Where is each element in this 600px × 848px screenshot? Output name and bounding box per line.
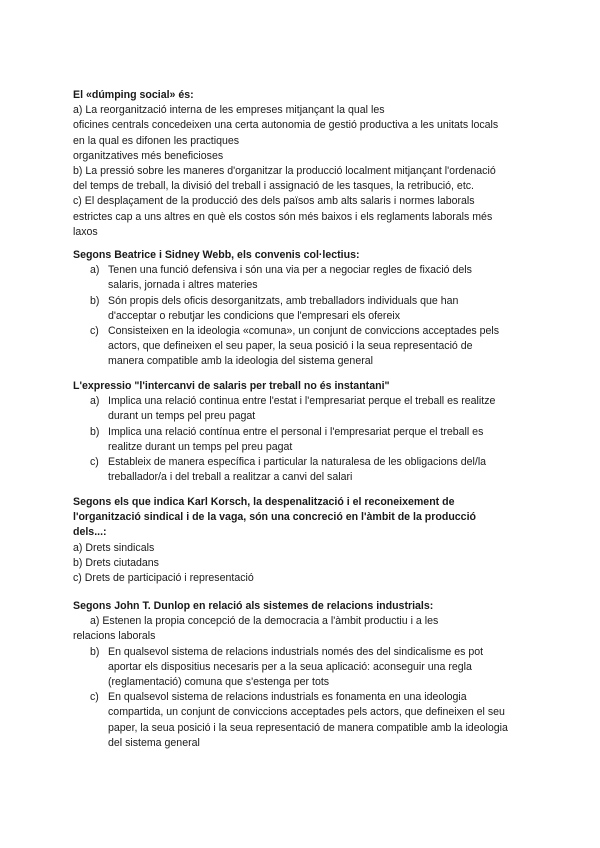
answer-line: organitzatives més beneficioses	[73, 149, 224, 162]
answer-option-a	[73, 394, 523, 424]
option-text: d'acceptar o rebutjar les condicions que l'empresari els ofereix	[108, 309, 400, 322]
answer-line: a) La reorganització interna de les empreses mitjançant la qual les	[73, 104, 385, 117]
answer-option-c	[73, 324, 523, 370]
option-text: actors, que defineixen el seu paper, la seua posició i la seua representació de	[108, 340, 473, 353]
question-title-line: Segons els que indica Karl Korsch, la despenalització i el reconeixement de	[73, 496, 455, 508]
option-text: del sistema general	[108, 736, 200, 749]
answer-line: c) El desplaçament de la producció des dels països amb alts salaris i normes laborals	[73, 195, 475, 208]
option-text: En qualsevol sistema de relacions industrials es fonamenta en una ideologia	[108, 691, 467, 704]
option-text: Són propis dels oficis desorganitzats, amb treballadors individuals que han	[108, 294, 459, 307]
option-label: c)	[90, 325, 99, 338]
question-title-line: dels...:	[73, 526, 107, 539]
question-2	[73, 248, 523, 370]
question-1	[73, 88, 523, 240]
option-text: paper, la seua posició i la seua representació de manera compatible amb la ideologia	[108, 721, 508, 734]
option-text: manera compatible amb la ideologia del sistema general	[108, 355, 373, 368]
option-text: aportar els dispositius necesaris per a la seua aplicació: aconseguir una regla	[108, 660, 472, 673]
option-text: realitze durant un temps pel preu pagat	[108, 440, 293, 453]
option-label: b)	[90, 645, 100, 658]
option-text: Consisteixen en la ideologia «comuna», un conjunt de conviccions acceptades pels	[108, 325, 500, 338]
option-text: Implica una relació contínua entre el personal i l'empresariat perque el treball es	[108, 425, 484, 438]
answer-option-b	[73, 645, 523, 691]
answer-option-c	[73, 690, 523, 751]
option-label: a)	[90, 264, 100, 277]
option-text: durant un temps pel preu pagat	[108, 410, 256, 423]
answer-line: b) La pressió sobre les maneres d'organitzar la producció localment mitjançant l'ordenació	[73, 165, 496, 178]
option-label: c)	[90, 456, 99, 469]
option-text: compartida, un conjunt de conviccions acceptades pels actors, que defineixen el seu	[108, 706, 505, 719]
answer-line: relacions laborals	[73, 630, 156, 643]
option-text: treballador/a i del treball a realitzar a canvi del salari	[108, 471, 353, 484]
answer-line: c) Drets de participació i representació	[73, 572, 254, 585]
answer-line: a) Drets sindicals	[73, 541, 155, 554]
answer-line: en la qual es difonen les practiques	[73, 134, 240, 147]
option-label: b)	[90, 425, 100, 438]
answer-line: oficines centrals concedeixen una certa autonomia de gestió productiva a les unitats locals	[73, 119, 499, 132]
option-text: Tenen una funció defensiva i són una via per a negociar regles de fixació dels	[108, 264, 472, 277]
option-text: (reglamentació) comuna que s'estenga per tots	[108, 676, 330, 689]
answer-line: a) Estenen la propia concepció de la democracia a l'àmbit productiu i a les	[90, 615, 439, 628]
option-text: salaris, jornada i altres materies	[108, 279, 258, 292]
answer-option-b	[73, 294, 523, 324]
question-5	[73, 599, 523, 751]
answer-line: b) Drets ciutadans	[73, 556, 159, 569]
option-label: a)	[90, 395, 100, 408]
answer-option-c	[73, 455, 523, 485]
question-title-line: l'organització sindical i de la vaga, són una concreció en l'àmbit de la producció	[73, 511, 476, 524]
option-text: Estableix de manera específica i particular la naturalesa de les obligacions del/la	[108, 456, 487, 469]
question-title: Segons Beatrice i Sidney Webb, els convenis col·lectius:	[73, 249, 360, 261]
option-label: b)	[90, 294, 100, 307]
answer-option-b	[73, 425, 523, 455]
answer-line: del temps de treball, la divisió del treball i assignació de les tasques, la retribució, etc.	[73, 180, 475, 193]
option-text: En qualsevol sistema de relacions industrials només des del sindicalisme es pot	[108, 645, 484, 658]
question-3	[73, 379, 523, 485]
question-4	[73, 495, 523, 586]
answer-line: laxos	[73, 225, 98, 238]
question-title: L'expressio "l'intercanvi de salaris per treball no és instantani"	[73, 380, 390, 392]
option-text: Implica una relació continua entre l'estat i l'empresariat perque el treball es realitze	[108, 395, 496, 408]
option-label: c)	[90, 691, 99, 704]
answer-line: estrictes cap a uns altres en què els costos són més baixos i els reglaments laborals més	[73, 210, 493, 223]
question-title: Segons John T. Dunlop en relació als sistemes de relacions industrials:	[73, 600, 434, 612]
answer-option-a	[73, 263, 523, 293]
question-title: El «dúmping social» és:	[73, 89, 194, 101]
